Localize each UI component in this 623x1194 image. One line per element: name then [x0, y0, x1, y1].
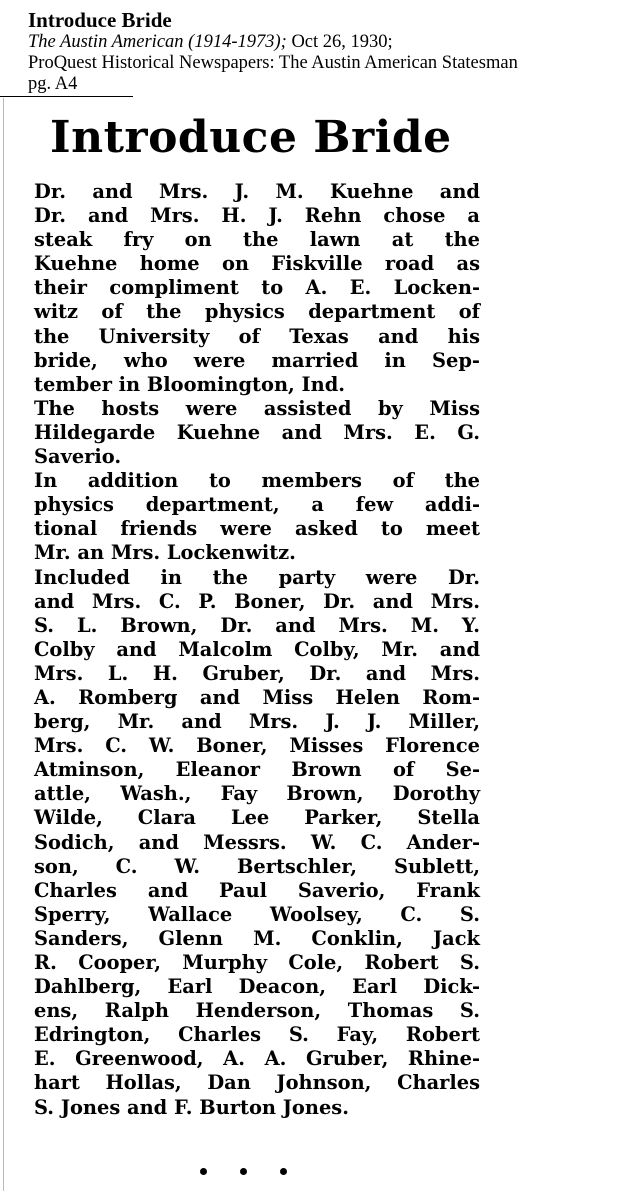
text-line-last: Mr. an Mrs. Lockenwitz.: [34, 541, 296, 565]
text-line-last: Saverio.: [34, 445, 122, 469]
text-line: Wilde, Clara Lee Parker, Stella: [34, 806, 480, 830]
text-line: In addition to members of the: [34, 469, 480, 493]
article-body: [8, 180, 480, 1120]
article-headline: Introduce Bride: [50, 112, 452, 163]
text-line: Mrs. L. H. Gruber, Dr. and Mrs.: [34, 661, 480, 685]
text-line: Dahlberg, Earl Deacon, Earl Dick-: [34, 975, 480, 999]
citation-source: ProQuest Historical Newspapers: The Austin American Statesman: [28, 53, 518, 73]
article-paragraph: [8, 180, 480, 397]
ornament-dot-icon: [280, 1168, 287, 1175]
citation-page: pg. A4: [28, 74, 78, 94]
text-line: son, C. W. Bertschler, Sublett,: [34, 854, 480, 878]
citation-date: Oct 26, 1930;: [286, 32, 393, 52]
section-end-dots: [196, 1168, 296, 1180]
text-line: Colby and Malcolm Colby, Mr. and: [34, 637, 480, 661]
text-line: and Mrs. C. P. Boner, Dr. and Mrs.: [34, 589, 480, 613]
text-line: berg, Mr. and Mrs. J. J. Miller,: [34, 710, 480, 734]
text-line: The hosts were assisted by Miss: [34, 396, 480, 420]
text-line: Kuehne home on Fiskville road as: [34, 252, 480, 276]
text-line: their compliment to A. E. Locken-: [34, 276, 480, 300]
text-line: steak fry on the lawn at the: [34, 228, 480, 252]
text-line: Sodich, and Messrs. W. C. Ander-: [34, 830, 480, 854]
citation-publication: The Austin American (1914-1973);: [28, 32, 287, 52]
article-paragraph: [8, 469, 480, 565]
text-line: tional friends were asked to meet: [34, 517, 480, 541]
text-line: Charles and Paul Saverio, Frank: [34, 878, 480, 902]
text-line-last: S. Jones and F. Burton Jones.: [34, 1095, 349, 1119]
text-line: Sperry, Wallace Woolsey, C. S.: [34, 902, 480, 926]
text-line: Included in the party were Dr.: [34, 565, 480, 589]
text-line: Hildegarde Kuehne and Mrs. E. G.: [34, 420, 480, 444]
text-line: Atminson, Eleanor Brown of Se-: [34, 758, 480, 782]
text-line: R. Cooper, Murphy Cole, Robert S.: [34, 951, 480, 974]
text-line: E. Greenwood, A. A. Gruber, Rhine-: [34, 1047, 480, 1071]
article-paragraph: [8, 566, 480, 1120]
text-line: hart Hollas, Dan Johnson, Charles: [34, 1071, 480, 1095]
ornament-dot-icon: [240, 1168, 247, 1175]
text-line: Mrs. C. W. Boner, Misses Florence: [34, 734, 480, 758]
text-line: ens, Ralph Henderson, Thomas S.: [34, 999, 480, 1023]
article-paragraph: [8, 397, 480, 469]
citation-header: [28, 8, 618, 95]
ornament-dot-icon: [200, 1168, 207, 1175]
text-line: the University of Texas and his: [34, 324, 480, 348]
text-line: Dr. and Mrs. H. J. Rehn chose a: [34, 204, 480, 228]
text-line-last: tember in Bloomington, Ind.: [34, 372, 346, 396]
text-line: S. L. Brown, Dr. and Mrs. M. Y.: [34, 613, 480, 637]
text-line: Dr. and Mrs. J. M. Kuehne and: [34, 180, 480, 203]
citation-publication-line: [28, 32, 618, 53]
text-line: bride, who were married in Sep-: [34, 348, 480, 372]
header-divider: [0, 96, 133, 97]
citation-title: Introduce Bride: [28, 8, 172, 32]
text-line: A. Romberg and Miss Helen Rom-: [34, 685, 480, 709]
text-line: Edrington, Charles S. Fay, Robert: [34, 1023, 480, 1047]
text-line: attle, Wash., Fay Brown, Dorothy: [34, 782, 480, 806]
text-line: witz of the physics department of: [34, 300, 480, 324]
text-line: physics department, a few addi-: [34, 493, 480, 517]
text-line: Sanders, Glenn M. Conklin, Jack: [34, 926, 480, 950]
